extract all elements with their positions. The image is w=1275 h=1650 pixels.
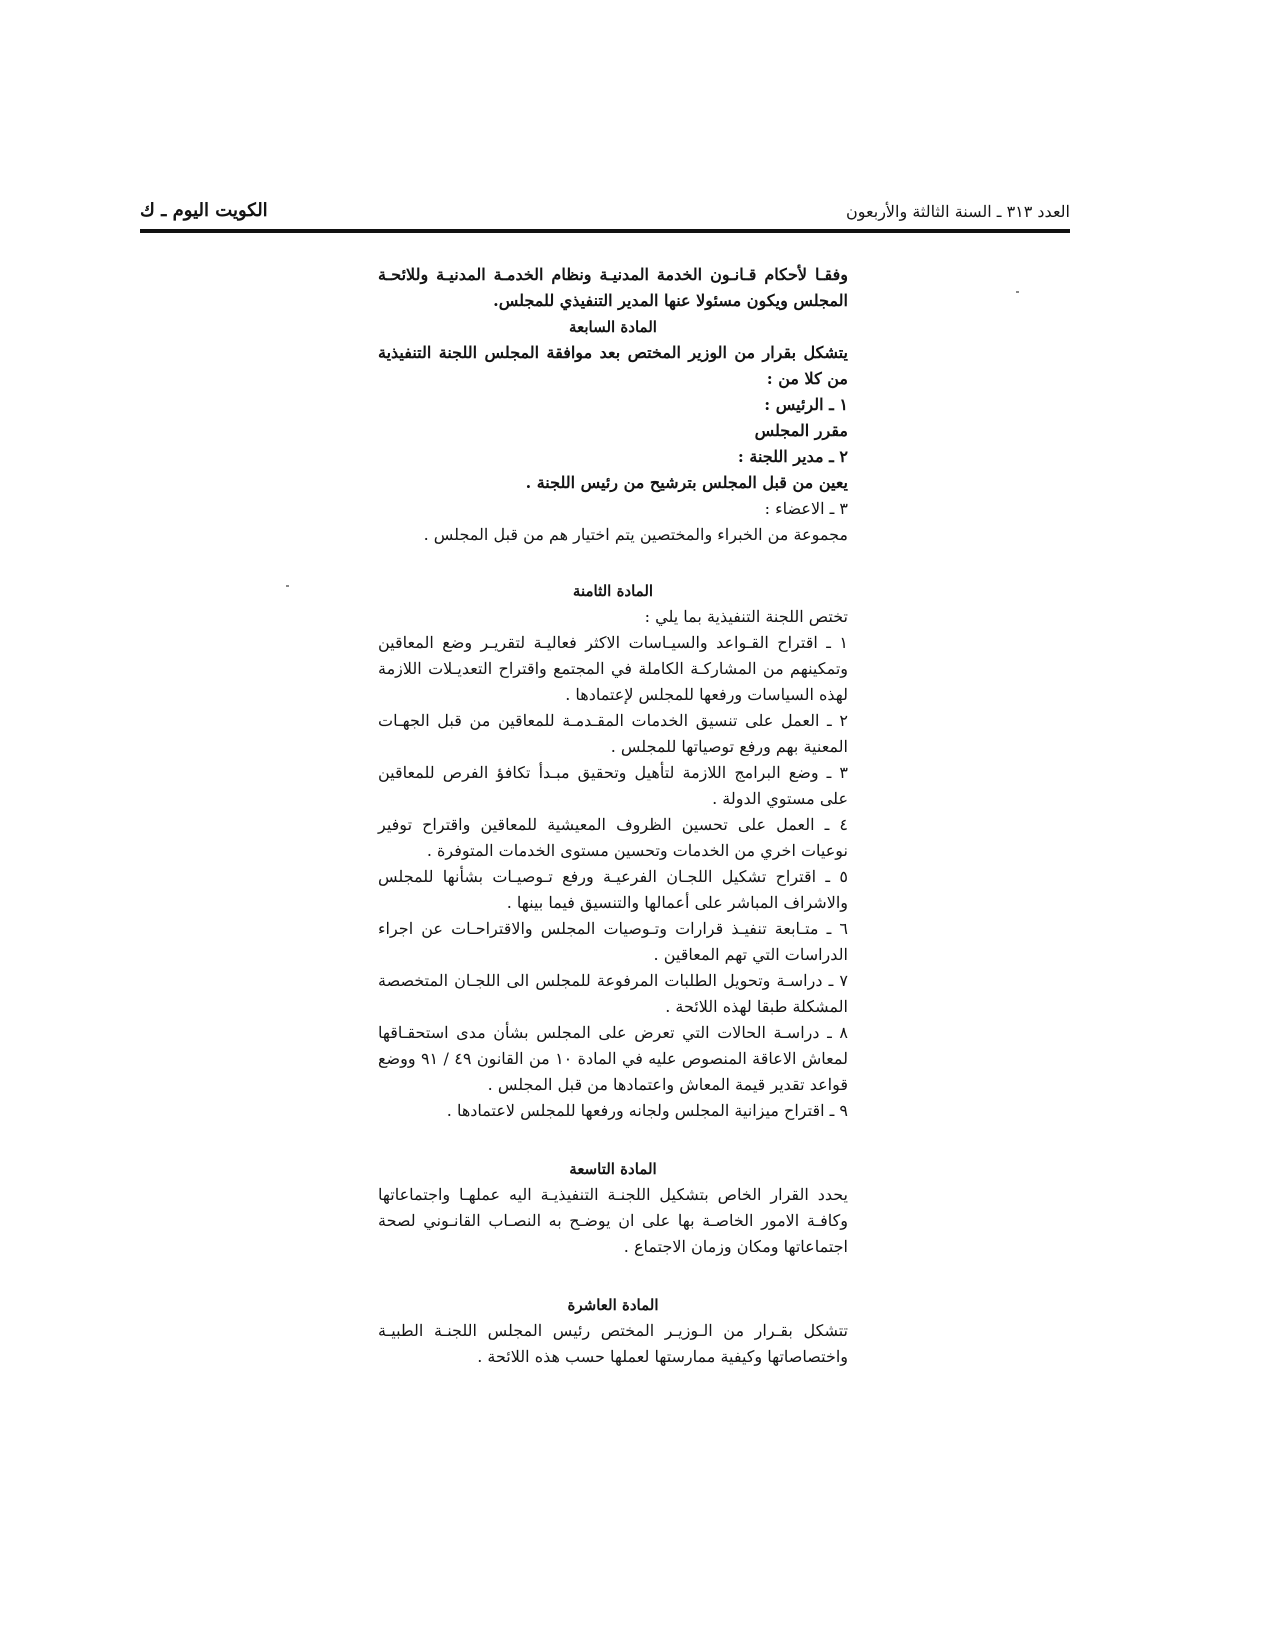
article-9-text: يحدد القرار الخاص بتشكيل اللجنـة التنفيذيـة اليه عملهـا واجتماعاتها وكافـة الامور الخاصـة بها على ان يوضـح به النصـاب القانـوني لصحة اجتماعاتها ومكان وزمان الاجتماع . — [378, 1185, 849, 1256]
article-7-intro: يتشكل بقرار من الوزير المختص بعد موافقة المجلس اللجنة التنفيذية من كلا من : — [378, 343, 848, 388]
article-8 — [378, 578, 848, 1124]
article-10-text: تتشكل بقـرار من الـوزيـر المختص رئيس المجلس اللجنـة الطبيـة واختصاصاتها وكيفية ممارستها لعملها حسب هذه اللائحة . — [378, 1321, 848, 1366]
document-body — [378, 262, 848, 1370]
article-8-title: المادة الثامنة — [572, 582, 654, 600]
spacer — [378, 548, 848, 578]
article-7-line: ٢ ـ مدير اللجنة : — [737, 447, 848, 466]
article-7-line: ٣ ـ الاعضاء : — [764, 499, 848, 518]
article-8-item: ٢ ـ العمل على تنسيق الخدمات المقـدمـة للمعاقين من قبل الجهـات المعنية بهم ورفع توصياتها للمجلس . — [378, 711, 848, 756]
article-7-line: ١ ـ الرئيس : — [764, 395, 848, 414]
article-8-item: ٧ ـ دراسـة وتحويل الطلبات المرفوعة للمجلس الى اللجـان المتخصصة المشكلة طبقا لهذه اللائحة . — [378, 971, 848, 1016]
issue-info: العدد ٣١٣ ـ السنة الثالثة والأربعون — [846, 202, 1070, 221]
article-8-intro: تختص اللجنة التنفيذية بما يلي : — [644, 607, 848, 626]
article-9-title: المادة التاسعة — [569, 1160, 657, 1178]
article-10-title: المادة العاشرة — [567, 1296, 659, 1314]
scan-speck — [286, 585, 289, 587]
gazette-name: الكويت اليوم ـ ك — [140, 200, 268, 221]
article-8-item: ٨ ـ دراسـة الحالات التي تعرض على المجلس بشأن مدى استحقـاقها لمعاش الاعاقة المنصوص عليه في المادة ١٠ من القانون ٤٩ / ٩١ ووضع قواعد تقدير قيمة المعاش واعتمادها من قبل المجلس . — [378, 1023, 849, 1094]
article-7-line: يعين من قبل المجلس بترشيح من رئيس اللجنة . — [525, 473, 848, 492]
article-8-item: ٥ ـ اقتراح تشكيل اللجـان الفرعيـة ورفع تـوصيـات بشأنها للمجلس والاشراف المباشر على أعمالها والتنسيق فيما بينها . — [378, 867, 848, 912]
intro-paragraph: وفقـا لأحكام قـانـون الخدمة المدنيـة ونظام الخدمـة المدنيـة وللائحـة المجلس ويكون مسئولا عنها المدير التنفيذي للمجلس. — [378, 265, 848, 310]
article-9 — [378, 1156, 848, 1260]
article-8-item: ٦ ـ متـابعة تنفيـذ قرارات وتـوصيات المجلس والاقتراحـات عن اجراء الدراسات التي تهم المعاقين . — [378, 919, 848, 964]
header-rule — [140, 229, 1070, 233]
article-8-item: ٩ ـ اقتراح ميزانية المجلس ولجانه ورفعها للمجلس لاعتمادها . — [446, 1101, 848, 1120]
article-10 — [378, 1292, 848, 1370]
article-7-line: مقرر المجلس — [754, 421, 848, 440]
page-header — [140, 200, 1070, 228]
spacer — [378, 1260, 848, 1292]
scan-speck — [1016, 291, 1019, 293]
article-8-item: ١ ـ اقتراح القـواعد والسيـاسات الاكثر فعاليـة لتقريـر وضع المعاقين وتمكينهم من المشاركـة الكاملة في المجتمع واقتراح التعديـلات اللازمة لهذه السياسات ورفعها للمجلس لإعتمادها . — [378, 633, 848, 704]
article-7-line: مجموعة من الخبراء والمختصين يتم اختيار هم من قبل المجلس . — [423, 525, 848, 544]
spacer — [378, 1124, 848, 1156]
article-8-item: ٤ ـ العمل على تحسين الظروف المعيشية للمعاقين واقتراح توفير نوعيات اخري من الخدمات وتحسين مستوى الخدمات المتوفرة . — [378, 815, 848, 860]
article-7-title: المادة السابعة — [569, 318, 657, 336]
article-8-item: ٣ ـ وضع البرامج اللازمة لتأهيل وتحقيق مبـدأ تكافؤ الفرص للمعاقين على مستوي الدولة . — [378, 763, 849, 808]
article-7 — [378, 314, 848, 548]
